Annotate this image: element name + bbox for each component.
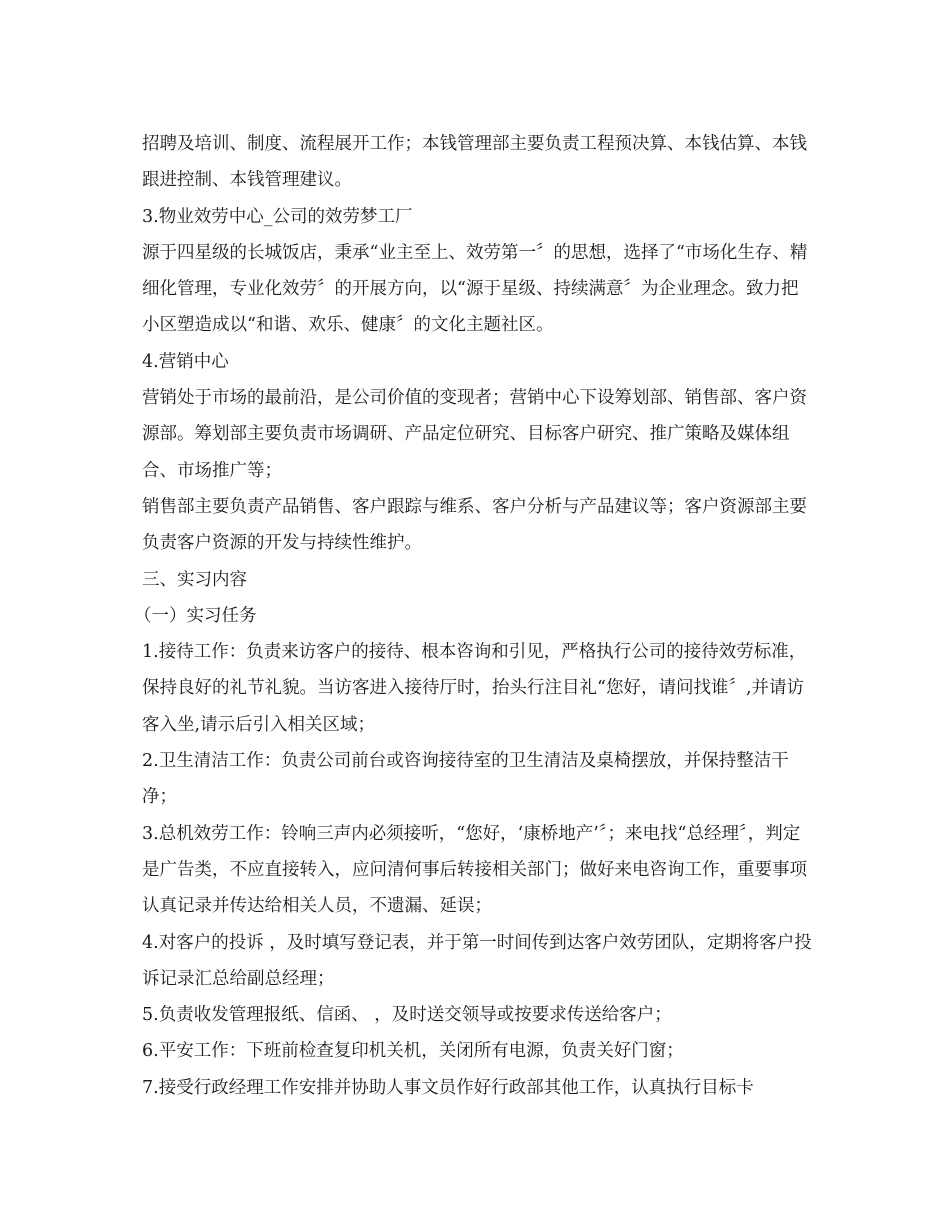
heading-internship-content: 三、实习内容	[142, 569, 247, 590]
task-mail: 5.负责收发管理报纸、信函、 ，及时送交领导或按要求传送给客户；	[142, 1005, 672, 1026]
task-cleaning: 2.卫生清洁工作：负责公司前台或咨询接待室的卫生清洁及桌椅摆放，并保持整洁干净；	[142, 751, 789, 808]
task-safety: 6.平安工作：下班前检查复印机关机，关闭所有电源，负责关好门窗；	[142, 1041, 684, 1062]
heading-marketing-center: 4.营销中心	[142, 351, 229, 372]
document-body	[134, 126, 812, 1106]
paragraph-marketing: 营销处于市场的最前沿，是公司价值的变现者；营销中心下设筹划部、销售部、客户资源部。筹划部主要负责市场调研、产品定位研究、目标客户研究、推广策略及媒体组合、市场推广等；	[142, 388, 807, 481]
task-admin-assist: 7.接受行政经理工作安排并协助人事文员作好行政部其他工作，认真执行目标卡	[142, 1077, 754, 1098]
paragraph-sales-department: 销售部主要负责产品销售、客户跟踪与维系、客户分析与产品建议等；客户资源部主要负责客户资源的开发与持续性维护。	[142, 496, 807, 554]
task-complaints: 4.对客户的投诉 ，及时填写登记表，并于第一时间传到达客户效劳团队，定期将客户投诉记录汇总给副总经理；	[142, 932, 812, 989]
heading-internship-tasks: （一）实习任务	[134, 605, 257, 626]
task-switchboard: 3.总机效劳工作：铃响三声内必须接听，“您好，‘康桥地产’〞；来电找“总经理〞，判定是广告类，不应直接转入，应问清何事后转接相关部门；做好来电咨询工作，重要事项认真记录并传达给相关人员，不遗漏、延误；	[142, 823, 807, 917]
paragraph-recruitment-cost: 招聘及培训、制度、流程展开工作；本钱管理部主要负责工程预决算、本钱估算、本钱跟进控制、本钱管理建议。	[142, 134, 807, 191]
paragraph-property-service: 源于四星级的长城饭店，秉承“业主至上、效劳第一〞的思想，选择了“市场化生存、精细化管理，专业化效劳〞的开展方向，以“源于星级、持续满意〞为企业理念。致力把小区塑造成以“和谐、欢乐、健康〞的文化主题社区。	[142, 242, 808, 336]
task-reception: 1.接待工作：负责来访客户的接待、根本咨询和引见，严格执行公司的接待效劳标准，保持良好的礼节礼貌。当访客进入接待厅时，抬头行注目礼“您好，请问找谁〞,并请访客入坐,请示后引入相关区域；	[142, 642, 807, 735]
heading-property-service-center: 3.物业效劳中心_公司的效劳梦工厂	[142, 206, 413, 227]
